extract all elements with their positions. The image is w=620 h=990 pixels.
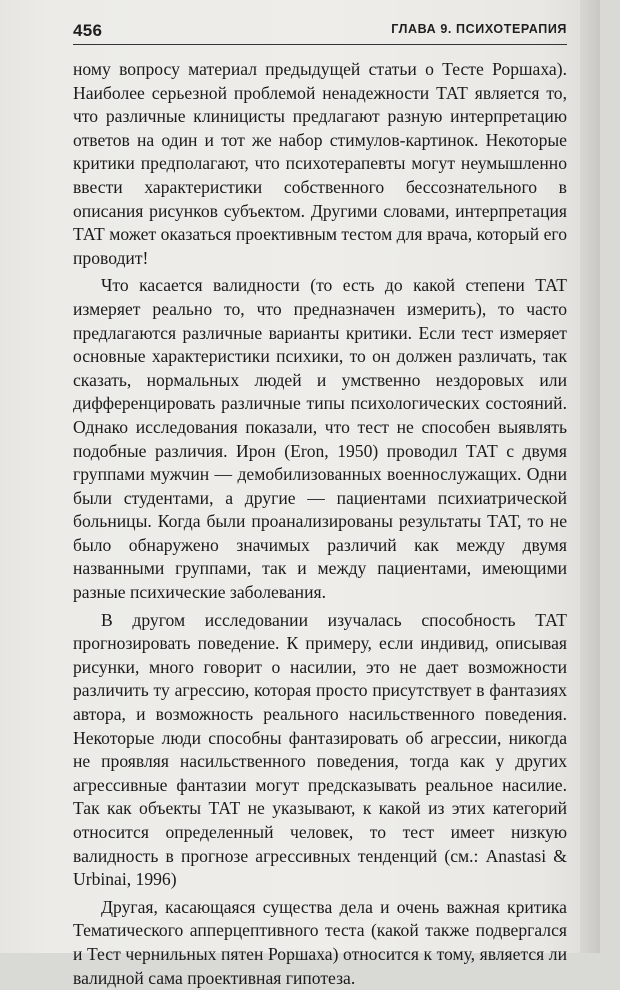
chapter-title: ГЛАВА 9. ПСИХОТЕРАПИЯ bbox=[391, 22, 567, 36]
paragraph-projective-hypothesis: Другая, касающаяся существа дела и очень важная критика Тематического апперцептивного теста (какой также подвергался и Тест чернильных пятен Роршаха) относится к тому, является ли валидной сама проективная гипотеза. bbox=[73, 896, 567, 988]
paragraph-validity: Что касается валидности (то есть до какой степени ТАТ измеряет реально то, что предназначен измерить), то часто предлагаются различные варианты критики. Если тест измеряет основные характеристики психики, то он должен различать, так сказать, нормальных людей и умственно нездоровых или дифференцировать различные типы психологических состояний. Однако исследования показали, что тест не способен выявлять подобные различия. Ирон (Eron, 1950) проводил ТАТ с двумя группами мужчин — демобилизованных военнослужащих. Одни были студентами, а другие — пациентами психиатрической больницы. Когда были проанализированы результаты ТАТ, то не было обнаружено значимых различий как между двумя названными группами, так и между пациентами, имеющими разные психические заболевания. bbox=[73, 275, 567, 603]
page-number: 456 bbox=[73, 21, 103, 40]
paragraph-continuation: ному вопросу материал предыдущей статьи о Тесте Роршаха). Наиболее серьезной проблемой ненадежности ТАТ является то, что различные клиницисты предлагают разную интерпретацию ответов на один и тот же набор стимулов-картинок. Некоторые критики предполагают, что психотерапевты могут неумышленно ввести характеристики собственного бессознательного в описания рисунков субъектом. Другими словами, интерпретация ТАТ может оказаться проективным тестом для врача, который его проводит! bbox=[73, 59, 567, 268]
page-edge-shadow bbox=[580, 0, 600, 953]
body-text bbox=[73, 58, 567, 990]
running-head bbox=[73, 18, 567, 45]
paragraph-prediction: В другом исследовании изучалась способность ТАТ прогнозировать поведение. К примеру, если индивид, описывая рисунки, много говорит о насилии, это не дает возможности различить ту агрессию, которая просто присутствует в фантазиях автора, и возможность реального насильственного поведения. Некоторые люди способны фантазировать об агрессии, никогда не проявляя насильственного поведения, тогда как у других агрессивные фантазии могут предсказывать реальное насилие. Так как объекты ТАТ не указывают, к какой из этих категорий относится определенный человек, то тест имеет низкую валидность в прогнозе агрессивных тенденций (см.: Anastasi & Urbinai, 1996) bbox=[73, 609, 567, 890]
